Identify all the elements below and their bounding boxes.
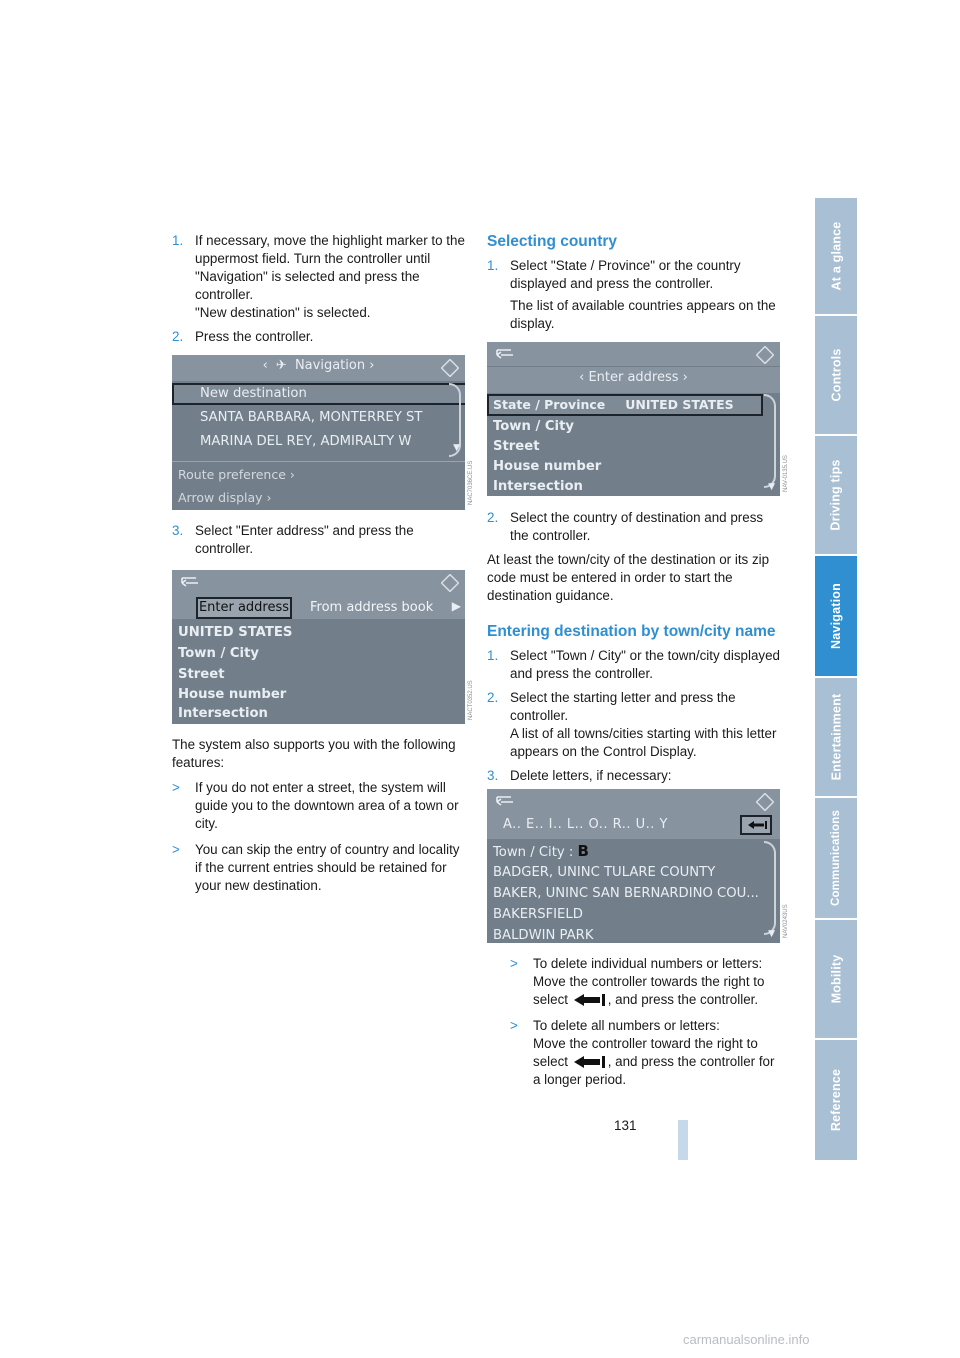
delete-arrow-icon: [572, 1054, 608, 1070]
delete-button[interactable]: [740, 815, 772, 835]
menu-item-route-preference[interactable]: Route preference ›: [178, 467, 295, 482]
step-number: 1.: [487, 258, 499, 273]
gear-icon[interactable]: [441, 574, 459, 592]
step-2: [487, 689, 781, 761]
gear-icon[interactable]: [441, 359, 459, 377]
watermark: carmanualsonline.info: [683, 1332, 810, 1347]
list-item-town[interactable]: BAKERSFIELD: [493, 907, 583, 922]
left-column-features: [172, 736, 465, 903]
bullet-text: You can skip the entry of country and locality if the current entries should be retained for your new destination.: [195, 842, 460, 893]
step-text: Select "State / Province" or the country displayed and press the controller.: [510, 258, 741, 291]
sidebar-item-mobility[interactable]: Mobility: [815, 920, 857, 1040]
step-text: Select the starting letter and press the controller.: [510, 690, 736, 723]
sidebar-item-navigation[interactable]: Navigation: [815, 556, 857, 678]
list-item-country[interactable]: UNITED STATES: [178, 625, 293, 640]
scroll-down-icon: ▼: [768, 929, 775, 939]
menu-item-recent-destination[interactable]: MARINA DEL REY, ADMIRALTY W: [200, 434, 412, 449]
list-item-intersection[interactable]: Intersection: [493, 479, 583, 494]
satellite-icon: ✈: [275, 358, 287, 373]
right-column-middle: [487, 509, 781, 791]
list-item-town-city[interactable]: Town / City: [493, 419, 574, 434]
bullet-marker: >: [510, 956, 518, 971]
page-marker-bar: [678, 1120, 688, 1160]
screen-header: [172, 355, 465, 381]
step-subtext: The list of available countries appears on the display.: [510, 298, 776, 331]
entry-field[interactable]: Town / City : B: [493, 842, 589, 860]
step-1: [487, 257, 781, 333]
step-3: [487, 767, 781, 785]
step-text: Delete letters, if necessary:: [510, 768, 672, 783]
list-item-intersection[interactable]: Intersection: [178, 706, 268, 721]
chevron-right-icon: ›: [369, 358, 375, 373]
sidebar-item-driving-tips[interactable]: Driving tips: [815, 436, 857, 556]
step-2: [172, 328, 465, 346]
back-arrow-icon[interactable]: [180, 576, 200, 590]
step-text: Select "Enter address" and press the controller.: [195, 523, 414, 556]
screen-header: [487, 789, 780, 813]
step-number: 2.: [172, 329, 184, 344]
feature-bullet: [172, 779, 465, 833]
sidebar-item-entertainment[interactable]: Entertainment: [815, 678, 857, 798]
bullet-marker: >: [172, 780, 180, 795]
bullet-body: Move the controller toward the right to select , and press the controller for a longer period.: [533, 1036, 775, 1087]
section-heading: Entering destination by town/city name: [487, 623, 776, 640]
step-subtext: "New destination" is selected.: [195, 305, 371, 320]
gear-icon[interactable]: [756, 793, 774, 811]
list-item-town[interactable]: BALDWIN PARK: [493, 928, 594, 943]
list-item-town-city[interactable]: Town / City: [178, 646, 259, 661]
town-city-entry-screen: [487, 789, 780, 943]
back-arrow-icon[interactable]: [495, 795, 515, 809]
sidebar-item-communications[interactable]: Communications: [815, 798, 857, 920]
list-item-town[interactable]: BADGER, UNINC TULARE COUNTY: [493, 865, 716, 880]
screen-header: [172, 570, 465, 597]
step-number: 1.: [487, 648, 499, 663]
sidebar-item-controls[interactable]: Controls: [815, 316, 857, 436]
list-item-town[interactable]: BAKER, UNINC SAN BERNARDINO COU...: [493, 886, 759, 901]
screen-header: [487, 342, 780, 366]
list-item-street[interactable]: Street: [493, 439, 540, 454]
scroll-down-icon: ▼: [768, 482, 775, 492]
step-number: 2.: [487, 510, 499, 525]
step-text: If necessary, move the highlight marker to the uppermost field. Turn the controller until "Navigation" is selected and press the controller.: [195, 233, 465, 302]
select-country-screen: [487, 342, 780, 496]
delete-arrow-icon: [572, 992, 608, 1008]
gear-icon[interactable]: [756, 346, 774, 364]
scroll-down-icon: ▼: [453, 443, 460, 453]
list-item-state-province[interactable]: State / Province UNITED STATES: [487, 394, 763, 416]
bullet-head: To delete individual numbers or letters:: [533, 956, 763, 971]
bullet-marker: >: [510, 1018, 518, 1033]
left-column: [172, 232, 465, 352]
scrollbar[interactable]: [764, 841, 776, 935]
step-text: Select the country of destination and press the controller.: [510, 510, 764, 543]
image-code: NAC7036CE.US: [468, 460, 474, 505]
step-text: Select "Town / City" or the town/city displayed and press the controller.: [510, 648, 780, 681]
right-column-top: [487, 232, 781, 339]
scrollbar[interactable]: [764, 394, 776, 488]
intro-paragraph: The system also supports you with the following features:: [172, 737, 456, 770]
menu-item-new-destination[interactable]: New destination: [172, 383, 465, 405]
chapter-sidebar: [815, 198, 857, 1160]
enter-address-screen: [172, 570, 465, 724]
bullet-head: To delete all numbers or letters:: [533, 1018, 720, 1033]
page-number: 131: [614, 1118, 637, 1133]
navigation-menu-screen: [172, 355, 465, 510]
tab-from-address-book[interactable]: From address book: [310, 600, 434, 615]
delete-arrow-icon: [740, 815, 772, 835]
list-item-house-number[interactable]: House number: [178, 687, 287, 702]
image-code: NAV-0135.US: [783, 455, 789, 492]
menu-item-arrow-display[interactable]: Arrow display ›: [178, 490, 272, 505]
list-item-street[interactable]: Street: [178, 667, 225, 682]
sidebar-item-at-a-glance[interactable]: At a glance: [815, 198, 857, 316]
requirement-paragraph: At least the town/city of the destination or its zip code must be entered in order to start the destination guidance.: [487, 552, 770, 603]
step-subtext: A list of all towns/cities starting with this letter appears on the Control Display.: [510, 726, 777, 759]
step-number: 2.: [487, 690, 499, 705]
step-2: [487, 509, 781, 545]
back-arrow-icon[interactable]: [495, 348, 515, 362]
step-1: [487, 647, 781, 683]
screen-title: Navigation: [294, 358, 366, 373]
sidebar-item-reference[interactable]: Reference: [815, 1040, 857, 1162]
step-number: 3.: [487, 768, 499, 783]
bullet-marker: >: [172, 842, 180, 857]
bullet-body: Move the controller towards the right to select , and press the controller.: [533, 974, 765, 1007]
step-1: [172, 232, 465, 322]
image-code: NACT0352.US: [468, 680, 474, 720]
feature-bullet: [172, 841, 465, 895]
delete-bullet: [510, 955, 782, 1009]
section-heading: Selecting country: [487, 233, 618, 250]
right-column-bottom: [510, 955, 782, 1097]
menu-item-recent-destination[interactable]: SANTA BARBARA, MONTERREY ST: [200, 410, 423, 425]
delete-bullet: [510, 1017, 782, 1089]
chevron-left-icon: ‹: [262, 358, 268, 373]
letter-speller[interactable]: A.. E.. I.. L.. O.. R.. U.. Y: [503, 817, 668, 832]
list-item-house-number[interactable]: House number: [493, 459, 602, 474]
address-header: ‹ Enter address ›: [579, 370, 688, 385]
tab-enter-address[interactable]: Enter address: [196, 597, 292, 619]
step-3: [172, 522, 465, 558]
step-number: 1.: [172, 233, 184, 248]
step-text: Press the controller.: [195, 329, 314, 344]
left-column-step3: [172, 522, 465, 564]
step-number: 3.: [172, 523, 184, 538]
bullet-text: If you do not enter a street, the system will guide you to the downtown area of a town or city.: [195, 780, 459, 831]
image-code: NAV0243US: [783, 904, 789, 938]
chevron-right-icon: ▶: [451, 599, 461, 613]
